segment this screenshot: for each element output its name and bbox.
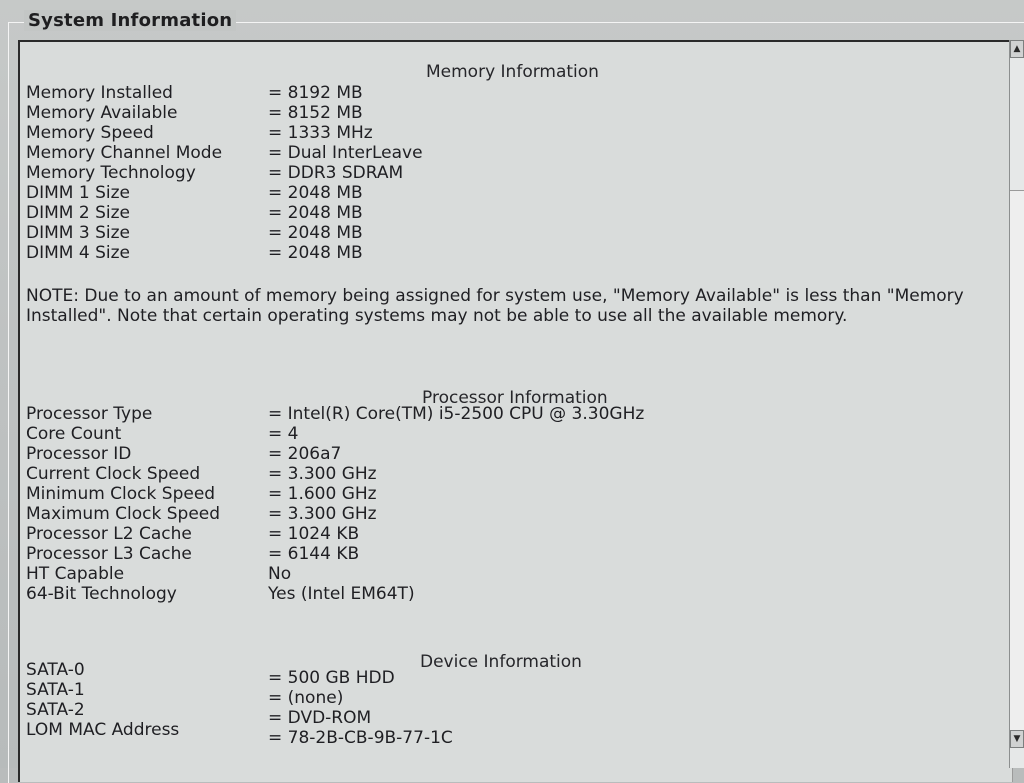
memory-row xyxy=(26,123,926,143)
processor-row xyxy=(26,484,926,504)
row-label: SATA-0 xyxy=(26,660,85,680)
memory-row xyxy=(26,163,926,183)
processor-row xyxy=(26,504,926,524)
row-value: = 206a7 xyxy=(268,444,342,464)
memory-row xyxy=(26,223,926,243)
row-value: = (none) xyxy=(268,688,344,708)
vertical-scrollbar[interactable] xyxy=(1009,40,1024,768)
row-value: = 8192 MB xyxy=(268,83,363,103)
row-value: = Intel(R) Core(TM) i5-2500 CPU @ 3.30GHz xyxy=(268,404,645,424)
row-value: = 500 GB HDD xyxy=(268,668,395,688)
scroll-down-arrow-icon[interactable]: ▼ xyxy=(1010,730,1024,748)
row-label: SATA-2 xyxy=(26,700,85,720)
row-value: Yes (Intel EM64T) xyxy=(268,584,415,604)
row-value: = 2048 MB xyxy=(268,203,363,223)
row-value: = 1333 MHz xyxy=(268,123,373,143)
row-label: Current Clock Speed xyxy=(26,464,201,484)
row-label: DIMM 4 Size xyxy=(26,243,130,263)
memory-row xyxy=(26,203,926,223)
processor-row xyxy=(26,544,926,564)
memory-row xyxy=(26,143,926,163)
processor-row xyxy=(26,464,926,484)
memory-row xyxy=(26,183,926,203)
row-label: 64-Bit Technology xyxy=(26,584,177,604)
row-label: Memory Channel Mode xyxy=(26,143,223,163)
row-label: HT Capable xyxy=(26,564,125,584)
memory-row xyxy=(26,243,926,263)
row-label: Memory Installed xyxy=(26,83,173,103)
row-value: = 78-2B-CB-9B-77-1C xyxy=(268,728,453,748)
row-value: = 4 xyxy=(268,424,299,444)
device-section-heading: Device Information xyxy=(420,652,582,672)
row-label: DIMM 2 Size xyxy=(26,203,130,223)
device-row xyxy=(26,720,926,748)
row-label: Processor L3 Cache xyxy=(26,544,192,564)
row-label: Processor Type xyxy=(26,404,153,424)
row-value: = 3.300 GHz xyxy=(268,464,377,484)
device-row xyxy=(26,660,926,688)
row-value: = 2048 MB xyxy=(268,183,363,203)
memory-note: NOTE: Due to an amount of memory being assigned for system use, "Memory Available" is less than "Memory Installed". Note that certain operating systems may not be able to use all the available memory. xyxy=(26,286,964,326)
row-label: Processor L2 Cache xyxy=(26,524,192,544)
processor-row xyxy=(26,424,926,444)
row-value: = 3.300 GHz xyxy=(268,504,377,524)
row-label: SATA-1 xyxy=(26,680,85,700)
scroll-up-arrow-icon[interactable]: ▲ xyxy=(1010,40,1024,58)
processor-row xyxy=(26,564,926,584)
row-value: No xyxy=(268,564,292,584)
row-label: Memory Technology xyxy=(26,163,196,183)
memory-row xyxy=(26,103,926,123)
info-panel xyxy=(18,40,1013,782)
row-value: = 2048 MB xyxy=(268,243,363,263)
device-row xyxy=(26,700,926,728)
row-value: = 2048 MB xyxy=(268,223,363,243)
row-label: DIMM 1 Size xyxy=(26,183,130,203)
row-label: Minimum Clock Speed xyxy=(26,484,216,504)
row-label: DIMM 3 Size xyxy=(26,223,130,243)
row-label: Core Count xyxy=(26,424,122,444)
row-value: = 6144 KB xyxy=(268,544,360,564)
row-label: Maximum Clock Speed xyxy=(26,504,221,524)
row-value: = 1.600 GHz xyxy=(268,484,377,504)
processor-section-heading: Processor Information xyxy=(422,388,608,408)
device-row xyxy=(26,680,926,708)
row-label: Memory Speed xyxy=(26,123,154,143)
scroll-thumb[interactable] xyxy=(1010,190,1024,730)
row-label: LOM MAC Address xyxy=(26,720,180,740)
memory-section-heading: Memory Information xyxy=(426,62,599,82)
processor-row xyxy=(26,584,926,604)
row-value: = 1024 KB xyxy=(268,524,360,544)
page-title: System Information xyxy=(24,10,236,31)
row-value: = 8152 MB xyxy=(268,103,363,123)
memory-row xyxy=(26,83,926,103)
row-value: = Dual InterLeave xyxy=(268,143,423,163)
row-label: Memory Available xyxy=(26,103,178,123)
processor-row xyxy=(26,524,926,544)
row-label: Processor ID xyxy=(26,444,132,464)
processor-row xyxy=(26,444,926,464)
processor-row xyxy=(26,404,926,424)
row-value: = DDR3 SDRAM xyxy=(268,163,404,183)
row-value: = DVD-ROM xyxy=(268,708,372,728)
